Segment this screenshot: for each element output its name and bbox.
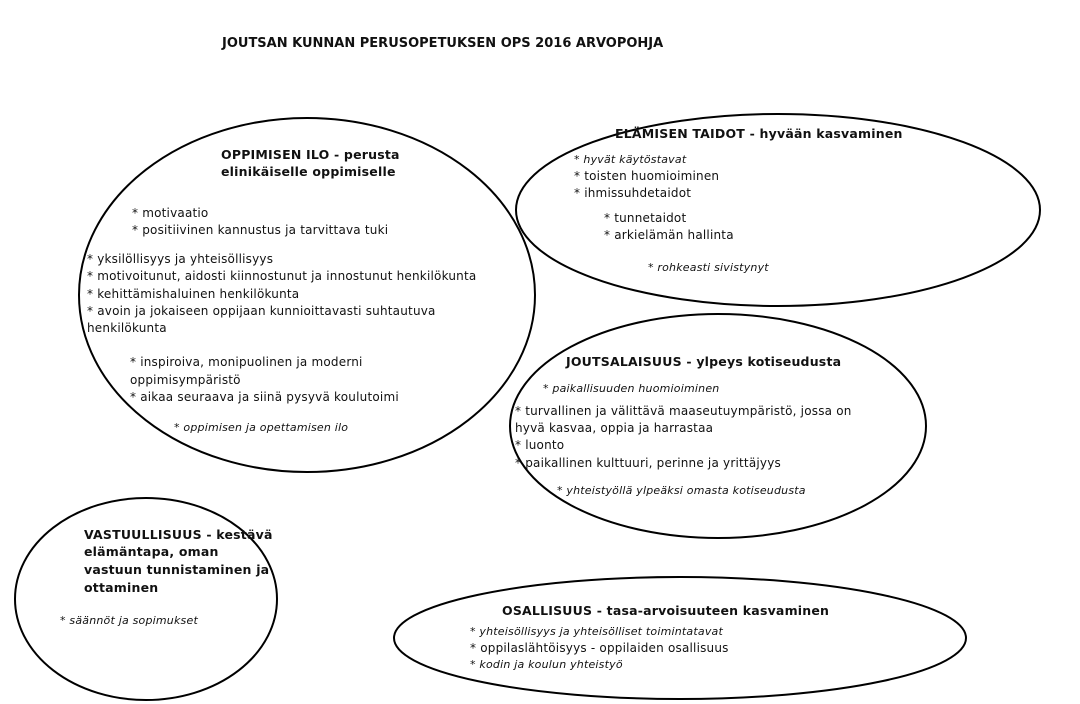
osallisuus-item: * kodin ja koulun yhteistyö bbox=[470, 658, 623, 671]
vastuullisuus-heading-line-4: ottaminen bbox=[84, 580, 159, 595]
joutsalaisuus-item: * turvallinen ja välittävä maaseutuympäristö, jossa on bbox=[515, 404, 852, 418]
joutsalaisuus-item: * luonto bbox=[515, 438, 565, 452]
elamisen-taidot-item: * toisten huomioiminen bbox=[574, 169, 720, 183]
vastuullisuus-heading-line-1: VASTUULLISUUS - kestävä bbox=[84, 527, 273, 542]
vastuullisuus-summary: * säännöt ja sopimukset bbox=[60, 614, 198, 627]
osallisuus-item: * yhteisöllisyys ja yhteisölliset toimintatavat bbox=[470, 625, 723, 638]
vastuullisuus-heading-line-3: vastuun tunnistaminen ja bbox=[84, 562, 270, 577]
elamisen-taidot-summary: * rohkeasti sivistynyt bbox=[648, 261, 769, 274]
joutsalaisuus-item: * paikallinen kulttuuri, perinne ja yrittäjyys bbox=[515, 456, 781, 470]
vastuullisuus-heading-line-2: elämäntapa, oman bbox=[84, 544, 219, 559]
oppimisen-ilo-item: henkilökunta bbox=[87, 321, 167, 335]
osallisuus-item: * oppilaslähtöisyys - oppilaiden osallisuus bbox=[470, 641, 729, 655]
oppimisen-ilo-item: * avoin ja jokaiseen oppijaan kunnioittavasti suhtautuva bbox=[87, 304, 436, 318]
joutsalaisuus-summary: * yhteistyöllä ylpeäksi omasta kotiseudusta bbox=[557, 484, 806, 497]
elamisen-taidot-item: * tunnetaidot bbox=[604, 211, 687, 225]
oppimisen-ilo-item: * aikaa seuraava ja siinä pysyvä koulutoimi bbox=[130, 390, 399, 404]
joutsalaisuus-item: * paikallisuuden huomioiminen bbox=[543, 382, 720, 395]
page-title: JOUTSAN KUNNAN PERUSOPETUKSEN OPS 2016 ARVOPOHJA bbox=[222, 36, 664, 51]
joutsalaisuus-item: hyvä kasvaa, oppia ja harrastaa bbox=[515, 421, 714, 435]
elamisen-taidot-heading: ELÄMISEN TAIDOT - hyvään kasvaminen bbox=[615, 126, 903, 141]
oppimisen-ilo-item: * positiivinen kannustus ja tarvittava tuki bbox=[132, 223, 389, 237]
oppimisen-ilo-summary: * oppimisen ja opettamisen ilo bbox=[174, 421, 349, 434]
oppimisen-ilo-item: * motivoitunut, aidosti kiinnostunut ja innostunut henkilökunta bbox=[87, 269, 477, 283]
oppimisen-ilo-item: oppimisympäristö bbox=[130, 373, 241, 387]
oppimisen-ilo-item: * inspiroiva, monipuolinen ja moderni bbox=[130, 355, 363, 369]
oppimisen-ilo-item: * yksilöllisyys ja yhteisöllisyys bbox=[87, 252, 274, 266]
elamisen-taidot-item: * hyvät käytöstavat bbox=[574, 153, 687, 166]
joutsalaisuus-heading: JOUTSALAISUUS - ylpeys kotiseudusta bbox=[566, 354, 842, 369]
elamisen-taidot-item: * ihmissuhdetaidot bbox=[574, 186, 692, 200]
oppimisen-ilo-heading-line-2: elinikäiselle oppimiselle bbox=[221, 164, 396, 179]
oppimisen-ilo-heading-line-1: OPPIMISEN ILO - perusta bbox=[221, 147, 400, 162]
elamisen-taidot-item: * arkielämän hallinta bbox=[604, 228, 734, 242]
osallisuus-heading: OSALLISUUS - tasa-arvoisuuteen kasvaminen bbox=[502, 603, 830, 618]
ellipse-elamisen-taidot bbox=[516, 114, 1040, 306]
oppimisen-ilo-item: * motivaatio bbox=[132, 206, 209, 220]
oppimisen-ilo-item: * kehittämishaluinen henkilökunta bbox=[87, 287, 300, 301]
